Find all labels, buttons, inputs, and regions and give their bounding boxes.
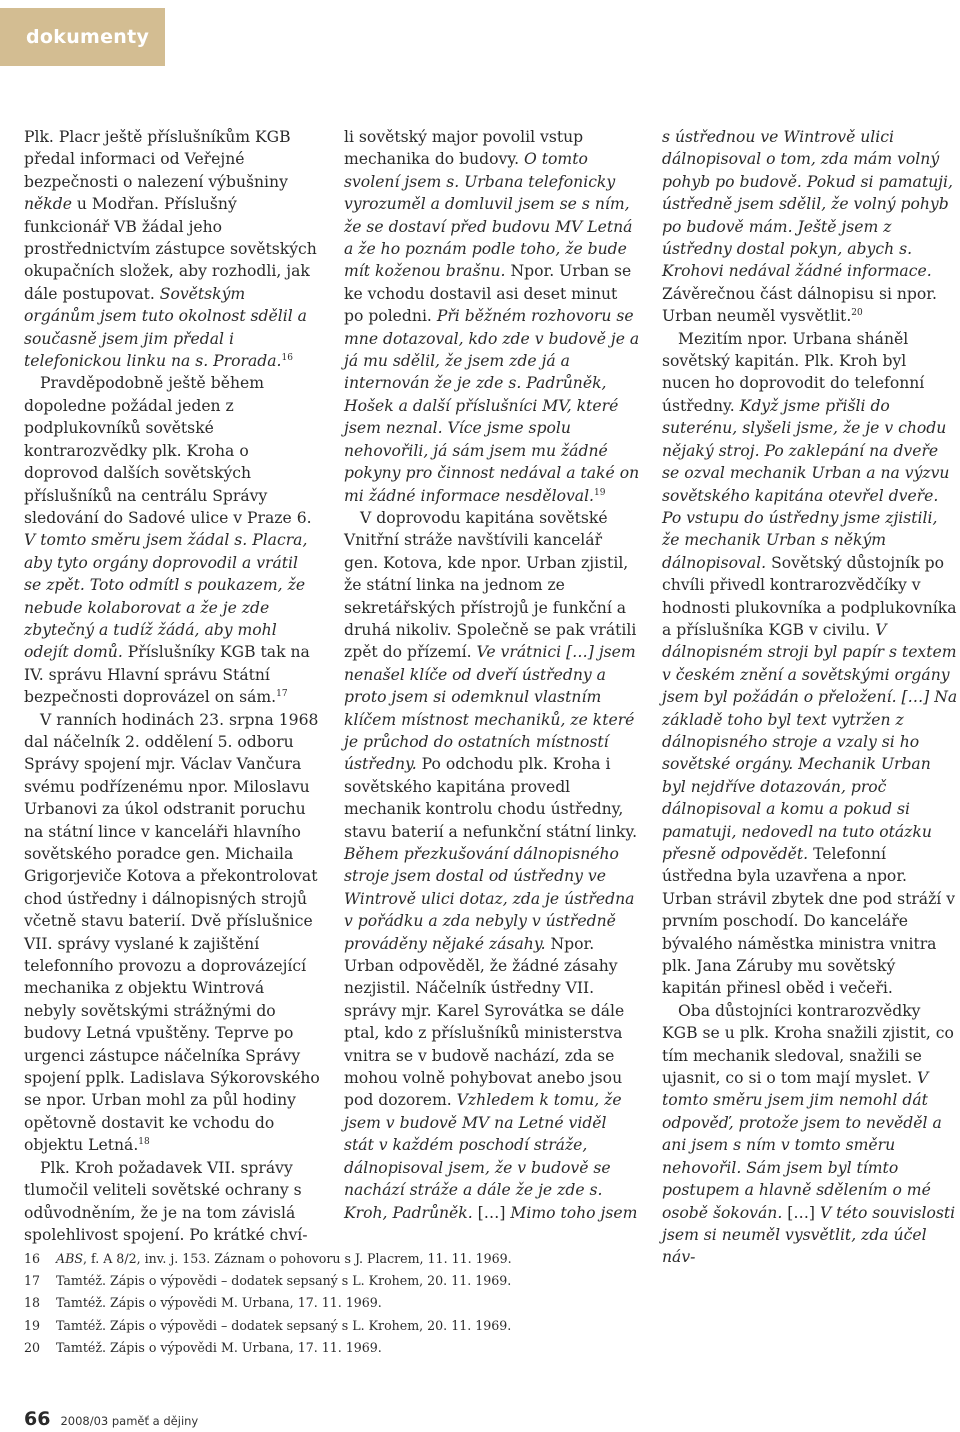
paragraph [662,1000,958,1269]
paragraph [24,126,320,372]
text-column-2 [344,126,640,1224]
footnote [24,1315,924,1337]
footnote-ref[interactable]: 20 [851,308,863,319]
italic-quote: V tomto směru jsem jim nemohl dát odpověď, protože jsem to nevěděl a ani jsem s ním v tomto směru nehovořil. Sám jsem byl tímto postupem a hlavně sdělením o mé osobě šokován. [662,1069,942,1222]
italic-quote: Během přezkušování dálnopisného stroje jsem dostal od ústředny ve Wintrově ulici dotaz, zda je ústředna v pořádku a zda nebyly v ústředně prováděny nějaké zásahy. [344,845,635,953]
paragraph [24,709,320,1157]
text-run: Plk. Kroh požadavek VII. správy tlumočil veliteli sovětské ochrany s odůvodněním, že je na tom závislá spolehlivost spojení. Po krátké chví- [24,1158,308,1244]
paragraph [24,1157,320,1247]
text-run: Sovětský důstojník po chvíli přivedl kontrarozvědčíky v hodnosti plukovníka a podplukovníka a příslušníka KGB v civilu. [662,553,957,639]
footnote-number: 16 [24,1251,41,1266]
italic-quote: V dálnopisném stroji byl papír s textem v českém znění a sovětskými orgány jsem byl požádán o přeložení. […] Na základě toho byl text vytržen z dálnopisného stroje a vzaly si ho sovětské orgány. Mechanik Urban byl nejdříve dotazován, proč dálnopisoval a komu a pokud si pamatuji, nedovedl na tuto otázku přesně odpovědět. [662,620,958,863]
text-run: Tamtéž. Zápis o výpovědi – dodatek sepsaný s L. Krohem, 20. 11. 1969. [56,1273,512,1289]
footnote [24,1270,924,1292]
italic-quote: Vzhledem k tomu, že jsem v budově MV na Letné viděl stát v každém poschodí stráže, dálnopisoval jsem, že v budově se nachází stráže a dále že je zde s. Kroh, Padrůněk. [344,1091,622,1222]
footnote-ref[interactable]: 19 [594,487,606,498]
italic-quote: Mimo toho jsem [510,1203,638,1222]
text-run: Závěrečnou část dálnopisu si npor. Urban neuměl vysvětlit. [662,284,937,326]
footnote-ref[interactable]: 18 [138,1137,150,1148]
footnotes [24,1248,924,1359]
page-number: 66 [24,1408,51,1430]
paragraph [24,372,320,708]
italic-quote: ABS [56,1251,83,1266]
text-run: Mezitím npor. Urbana sháněl sovětský kapitán. Plk. Kroh byl nucen ho doprovodit do telefonní ústředny. [662,329,925,415]
italic-quote: Když jsme přišli do suterénu, slyšeli jsme, že je v chodu nějaký stroj. Po zaklepání na dveře se ozval mechanik Urban a na výzvu sovětského kapitána otevřel dveře. Po vstupu do ústředny jsme zjistili, že mechanik Urban s někým dálnopisoval. [662,396,950,572]
text-run: , f. A 8/2, inv. j. 153. Záznam o pohovoru s J. Placrem, 11. 11. 1969. [82,1251,512,1266]
text-run: Pravděpodobně ještě během dopoledne požádal jeden z podplukovníků sovětské kontrarozvědky plk. Kroha o doprovod dalších sovětských příslušníků na centrálu Správy sledování do Sadové ulice v Praze 6. [24,374,312,527]
italic-quote: Ve vrátnici […] jsem nenašel klíče od dveří ústředny a proto jsem si odemknul vlastním klíčem místnost mechaniků, ze které je průchod do ostatních místností ústředny. [344,643,636,774]
paragraph [344,507,640,1224]
footnote-number: 20 [24,1339,41,1355]
text-run: Tamtéž. Zápis o výpovědi – dodatek sepsaný s L. Krohem, 20. 11. 1969. [56,1317,512,1333]
text-run: […] [782,1203,820,1222]
footnote-text [56,1248,512,1270]
italic-quote: O tomto svolení jsem s. Urbana telefonicky vyrozuměl a domluvil jsem se s ním, že se dostaví před budovu MV Letná a že ho poznám podle toho, že bude mít koženou brašnu. [344,150,633,281]
footnote-text [56,1292,382,1314]
footnote-text [56,1270,511,1292]
text-run: V doprovodu kapitána sovětské Vnitřní stráže navštívili kancelář gen. Kotova, kde npor. Urban zjistil, že státní linka na jednom ze sekretářských přístrojů je funkční a druhá nikoliv. Společně se pak vrátili zpět do přízemí. [344,508,637,662]
text-run: Telefonní ústředna byla uzavřena a npor. Urban strávil zbytek dne pod stráží v prvním poschodí. Do kanceláře bývalého náměstka ministra vnitra plk. Jana Záruby mu sovětský kapitán přinesl oběd i večeři. [662,845,956,998]
paragraph [662,328,958,1000]
italic-quote: někde [24,195,72,214]
section-label: dokumenty [26,26,150,48]
text-run: Npor. Urban odpověděl, že žádné zásahy nezjistil. Náčelník ústředny VII. správy mjr. Karel Syrovátka se dále ptal, kdo z příslušníků ministerstva vnitra se v budově nachází, zda se mohou volně pohybovat anebo jsou pod dozorem. [344,934,625,1110]
footnote [24,1337,924,1359]
italic-quote: Sovětským orgánům jsem tuto okolnost sdělil a současně jsem jim předal i telefonickou linku na s. Prorada. [24,284,307,371]
text-column-1 [24,126,320,1246]
folio [24,1408,198,1430]
text-run: Plk. Placr ještě příslušníkům KGB předal informaci od Veřejné bezpečnosti o nalezení výbušniny [24,128,291,191]
text-run: Příslušníky KGB tak na IV. správu Hlavní správu Státní bezpečnosti doprovázel on sám. [24,643,310,707]
footnote-number: 17 [24,1273,41,1289]
footnote [24,1292,924,1314]
section-tab [0,8,165,66]
text-run: Tamtéž. Zápis o výpovědi M. Urbana, 17. 11. 1969. [56,1339,382,1355]
footnote-ref[interactable]: 17 [276,688,288,699]
italic-quote: s ústřednou ve Wintrově ulici dálnopisoval o tom, zda mám volný pohyb po budově. Pokud si pamatuji, ústředně jsem sdělil, že volný pohyb po budově mám. Ještě jsem z ústředny dostal pokyn, abych s. Krohovi nedával žádné informace. [662,128,953,281]
footnote-text [56,1315,511,1337]
paragraph [344,126,640,507]
italic-quote: V této souvislosti jsem si neuměl vysvětlit, zda účel náv- [662,1203,956,1267]
footnote [24,1248,924,1270]
text-run: Tamtéž. Zápis o výpovědi M. Urbana, 17. 11. 1969. [56,1295,382,1311]
paragraph [662,126,958,328]
footnote-text [56,1337,382,1359]
text-run: […] [472,1203,511,1222]
text-run: u Modřan. Příslušný funkcionář VB žádal jeho prostřednictvím zástupce sovětských okupačních složek, aby rozhodli, jak dále postupovat. [24,195,317,303]
text-run: V ranních hodinách 23. srpna 1968 dal náčelník 2. oddělení 5. odboru Správy spojení mjr. Václav Vančura svému podřízenému npor. Miloslavu Urbanovi za úkol odstranit poruchu na státní lince v kanceláři hlavního sovětského poradce gen. Michaila Grigorjeviče Kotova a překontrolovat chod ústředny i dálnopisných strojů včetně stavu baterií. Dvě příslušnice VII. správy vyslané k zajištění telefonního provozu a doprovázející mechanika z objektu Wintrová nebyly sovětskými strážnými do budovy Letná vpuštěny. Teprve po urgenci zástupce náčelníka Správy spojení pplk. Ladislava Sýkorovského se npor. Urban mohl za půl hodiny opětovně dostavit ke vchodu do objektu Letná. [24,710,320,1155]
text-run: Oba důstojníci kontrarozvědky KGB se u plk. Kroha snažili zjistit, co tím mechanik sledoval, snažili se ujasnit, co si o tom mají myslet. [662,1001,954,1088]
text-run: li sovětský major povolil vstup mechanika do budovy. [344,128,584,169]
text-run: Npor. Urban se ke vchodu dostavil asi deset minut po poledni. [344,262,632,326]
italic-quote: V tomto směru jsem žádal s. Placra, aby tyto orgány doprovodil a vrátil se zpět. Toto odmítl s poukazem, že nebude kolaborovat a že je zde zbytečný a tudíž žádá, aby mohl odejít domů. [24,531,308,662]
text-column-3 [662,126,958,1269]
footnote-ref[interactable]: 16 [281,352,293,363]
italic-quote: Při běžném rozhovoru se mne dotazoval, kdo zde v budově je a já mu sdělil, že jsem zde já a internován že je zde s. Padrůněk, Hošek a další příslušníci MV, které jsem neznal. Více jsme spolu nehovořili, já sám jsem mu žádné pokyny pro činnost nedával a také on mi žádné informace nesděloval. [344,307,640,505]
footnote-number: 18 [24,1295,41,1311]
text-run: Po odchodu plk. Kroha i sovětského kapitána provedl mechanik kontrolu chodu ústředny, stavu baterií a nefunkční státní linky. [344,755,638,841]
footnote-number: 19 [24,1317,41,1333]
publication-info: 2008/03 paměť a dějiny [60,1414,199,1428]
